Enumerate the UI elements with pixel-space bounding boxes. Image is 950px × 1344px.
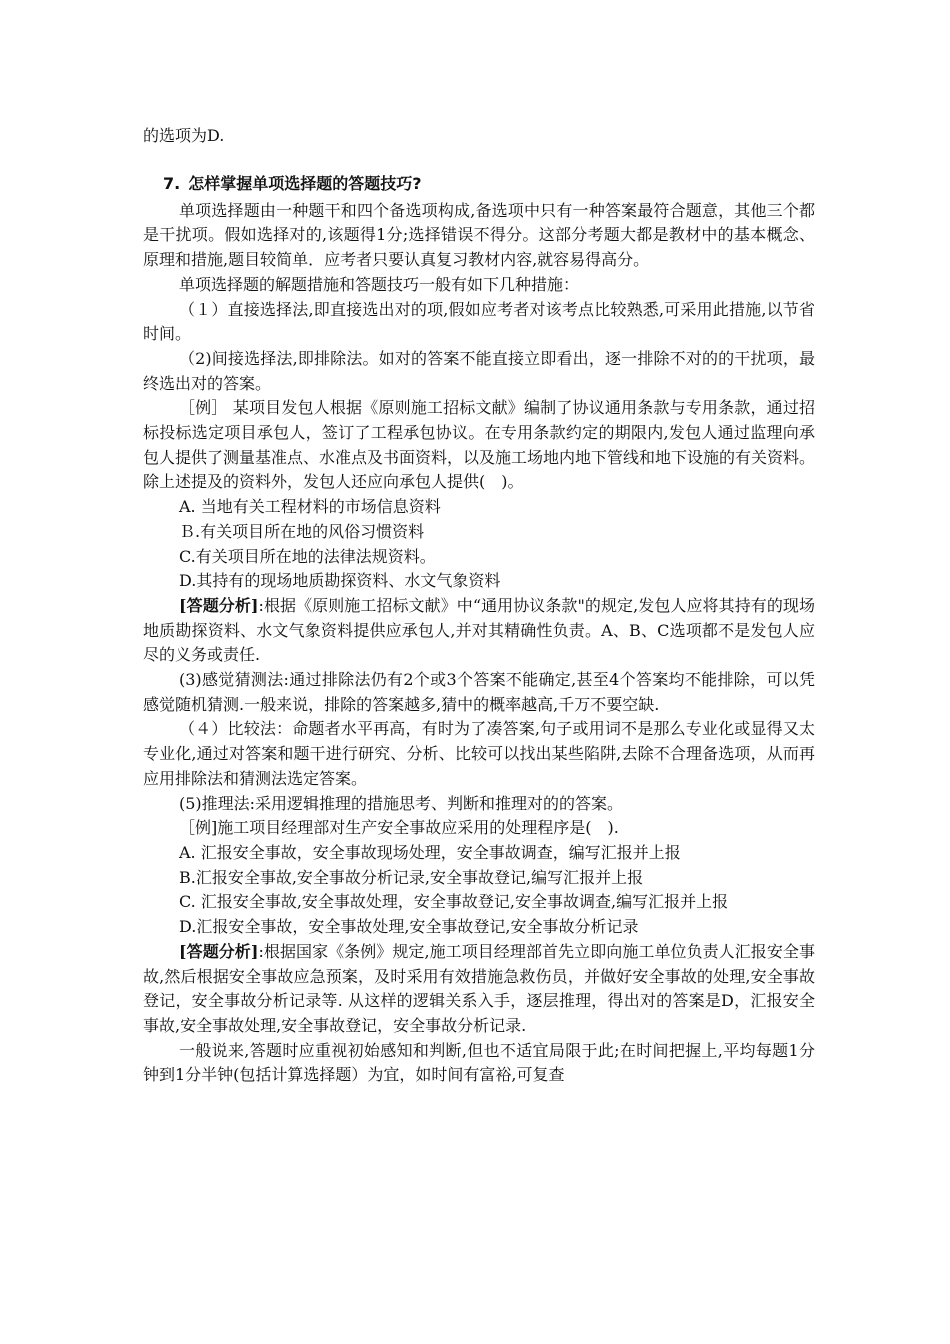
analysis-text: :根据国家《条例》规定,施工项目经理部首先立即向施工单位负责人汇报安全事故,然后根据安全事故应急预案，及时采用有效措施急救伤员，并做好安全事故的处理,安全事故登记，安全事故分析记录等. 从这样的逻辑关系入手，逐层推理，得出对的答案是D，汇报安全事故,安全事故处理,安全事故登记，安全事故分析记录. [143, 941, 815, 1035]
analysis-label: [答题分析] [179, 941, 259, 961]
heading-number: 7. [163, 173, 181, 193]
example-1-question: ［例］ 某项目发包人根据《原则施工招标文献》编制了协议通用条款与专用条款，通过招标投标选定项目承包人，签订了工程承包协议。在专用条款约定的期限内,发包人通过监理向承包人提供了测量基准点、水准点及书面资料，以及施工场地内地下管线和地下设施的有关资料。除上述提及的资料外，发包人还应向承包人提供( )。 [143, 398, 816, 492]
example-1-option-d: D.其持有的现场地质勘探资料、水文气象资料 [179, 571, 501, 591]
example-2-analysis [143, 940, 815, 1039]
example-2-option-c: C. 汇报安全事故,安全事故处理，安全事故登记,安全事故调查,编写汇报并上报 [179, 892, 729, 912]
closing-paragraph: 一般说来,答题时应重视初始感知和判断,但也不适宜局限于此;在时间把握上,平均每题1分钟到1分半钟(包括计算选择题）为宜，如时间有富裕,可复查 [143, 1040, 815, 1085]
example-2-question: ［例]施工项目经理部对生产安全事故应采用的处理程序是( ). [179, 818, 619, 838]
example-1-option-b: Ｂ.有关项目所在地的风俗习惯资料 [179, 521, 425, 541]
section-heading [163, 171, 815, 197]
method-4-compare: （４）比较法：命题者水平再高，有时为了凑答案,句子或用词不是那么专业化或显得又太专业化,通过对答案和题干进行研究、分析、比较可以找出某些陷阱,去除不合理备选项，从而再应用排除法和猜测法选定答案。 [143, 719, 815, 788]
heading-title: 怎样掌握单项选择题的答题技巧? [188, 173, 422, 193]
method-2-elimination: （2)间接选择法,即排除法。如对的答案不能直接立即看出，逐一排除不对的的干扰项，最终选出对的答案。 [143, 348, 815, 393]
example-1-option-a: A. 当地有关工程材料的市场信息资料 [179, 497, 441, 517]
example-2-option-d: D.汇报安全事故，安全事故处理,安全事故登记,安全事故分析记录 [179, 917, 639, 937]
page-content [143, 124, 815, 1088]
method-3-guess: (3)感觉猜测法:通过排除法仍有2个或3个答案不能确定,甚至4个答案均不能排除，可以凭感觉随机猜测.一般来说，排除的答案越多,猜中的概率越高,千万不要空缺. [143, 670, 815, 714]
methods-intro: 单项选择题的解题措施和答题技巧一般有如下几种措施： [179, 274, 580, 294]
lead-text: 的选项为D. [143, 126, 225, 145]
example-2-option-b: B.汇报安全事故,安全事故分析记录,安全事故登记,编写汇报并上报 [179, 867, 644, 887]
example-1-option-c: C.有关项目所在地的法律法规资料。 [179, 546, 436, 566]
analysis-label: [答题分析] [179, 595, 259, 615]
example-2-option-a: A. 汇报安全事故，安全事故现场处理，安全事故调查，编写汇报并上报 [179, 842, 681, 862]
analysis-text: :根据《原则施工招标文献》中“通用协议条款"的规定,发包人应将其持有的现场地质勘探资料、水文气象资料提供应承包人,并对其精确性负责。A、B、C选项都不是发包人应尽的义务或责任. [143, 595, 815, 665]
method-1-direct: （１）直接选择法,即直接选出对的项,假如应考者对该考点比较熟悉,可采用此措施,以节省时间。 [143, 299, 815, 344]
intro-paragraph: 单项选择题由一种题干和四个备选项构成,备选项中只有一种答案最符合题意，其他三个都是干扰项。假如选择对的,该题得1分;选择错误不得分。这部分考题大都是教材中的基本概念、原理和措施,题目较简单．应考者只要认真复习教材内容,就容易得高分。 [143, 200, 815, 270]
method-5-reasoning: (5)推理法:采用逻辑推理的措施思考、判断和推理对的的答案。 [179, 793, 624, 813]
example-1-analysis [143, 594, 815, 668]
